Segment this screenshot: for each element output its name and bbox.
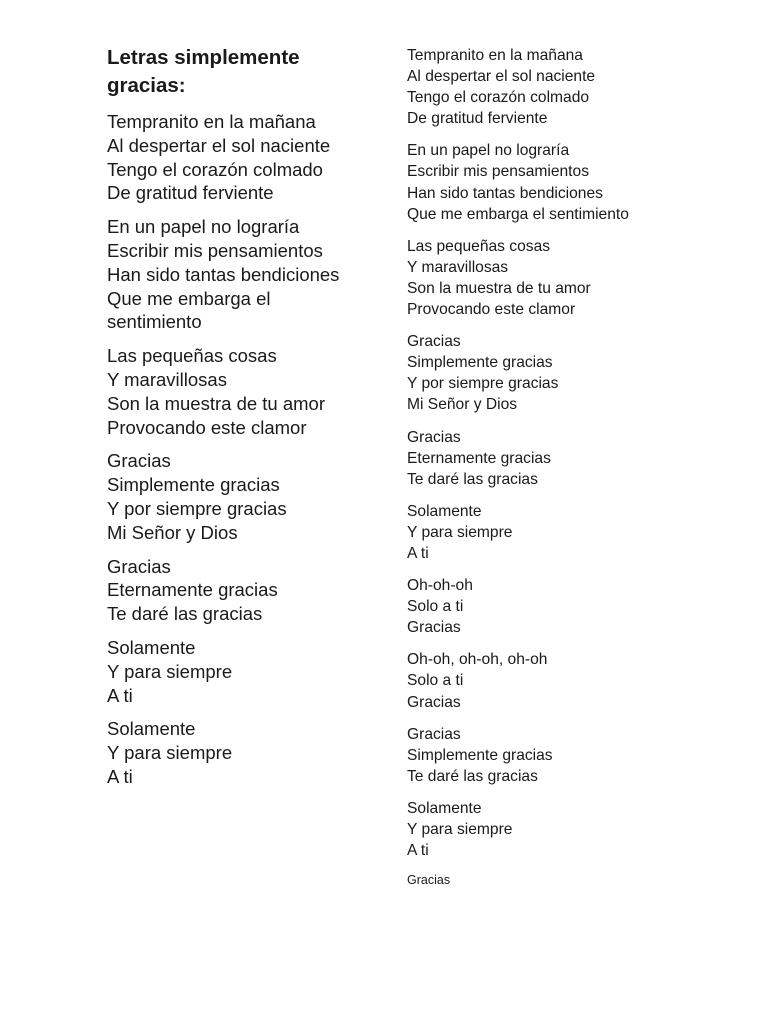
lyric-line: Solamente [407, 502, 482, 520]
right-stanza [407, 649, 747, 712]
left-lyrics [107, 110, 377, 789]
lyric-line: Tempranito en la mañana [407, 47, 583, 64]
lyric-line: De gratitud ferviente [407, 110, 548, 128]
closing-line: Gracias [407, 873, 451, 888]
lyric-line: Gracias [407, 333, 461, 351]
lyric-line: Te daré las gracias [107, 603, 263, 625]
lyric-line: Las pequeñas cosas [107, 345, 277, 367]
lyric-line: Escribir mis pensamientos [407, 163, 589, 181]
lyric-line: Han sido tantas bendiciones [107, 263, 340, 285]
lyric-line: Solo a ti [407, 672, 464, 690]
right-stanza [407, 45, 747, 129]
lyric-line: A ti [407, 842, 429, 860]
right-stanza [407, 331, 747, 415]
lyric-line: Y por siempre gracias [407, 375, 559, 393]
lyric-line: Y maravillosas [107, 368, 227, 390]
lyric-line: Te daré las gracias [407, 470, 538, 488]
lyric-line: Oh-oh, oh-oh, oh-oh [407, 651, 548, 669]
lyric-line: En un papel no lograría [407, 142, 570, 160]
lyric-line: Al despertar el sol naciente [107, 134, 331, 156]
lyric-line: Oh-oh-oh [407, 577, 473, 595]
lyric-line: Simplemente gracias [407, 354, 553, 372]
lyric-line: sentimiento [107, 311, 202, 333]
lyric-line: Y para siempre [407, 523, 513, 541]
right-stanza [407, 140, 747, 224]
lyric-line: Y para siempre [107, 742, 233, 764]
lyric-line: A ti [107, 684, 133, 706]
right-stanza [407, 575, 747, 638]
lyric-line: Provocando este clamor [407, 301, 576, 319]
lyric-line: Y por siempre gracias [107, 497, 287, 519]
lyric-line: Son la muestra de tu amor [407, 279, 591, 297]
left-column [107, 44, 377, 799]
lyric-line: Escribir mis pensamientos [107, 239, 323, 261]
lyric-line: Solo a ti [407, 598, 464, 616]
left-stanza [107, 449, 377, 544]
right-stanza [407, 724, 747, 787]
lyric-line: Gracias [407, 693, 461, 711]
left-stanza [107, 215, 377, 334]
lyric-line: Solamente [107, 636, 196, 658]
right-column [407, 45, 747, 888]
lyric-line: Las pequeñas cosas [407, 237, 551, 255]
lyric-line: Tempranito en la mañana [107, 111, 316, 132]
lyric-line: Tengo el corazón colmado [407, 89, 590, 107]
right-stanza [407, 798, 747, 861]
lyric-line: En un papel no lograría [107, 216, 300, 238]
lyric-line: Son la muestra de tu amor [107, 392, 325, 414]
right-stanza [407, 501, 747, 564]
right-stanza [407, 427, 747, 490]
left-stanza [107, 344, 377, 439]
lyric-line: Y maravillosas [407, 258, 509, 276]
lyric-line: Que me embarga el sentimiento [407, 205, 629, 223]
lyric-line: Gracias [407, 619, 461, 637]
lyric-line: Gracias [107, 555, 171, 577]
lyric-line: A ti [107, 765, 133, 787]
lyric-line: Mi Señor y Dios [107, 521, 238, 543]
left-stanza [107, 636, 377, 707]
lyric-line: Solamente [107, 718, 196, 740]
lyric-line: Tengo el corazón colmado [107, 158, 323, 180]
lyric-line: Y para siempre [107, 660, 233, 682]
lyric-line: Mi Señor y Dios [407, 396, 518, 414]
lyric-line: Gracias [407, 428, 461, 446]
lyric-line: Solamente [407, 799, 482, 817]
lyric-line: Eternamente gracias [107, 579, 278, 601]
left-stanza [107, 555, 377, 626]
lyric-line: A ti [407, 544, 429, 562]
lyric-line: Simplemente gracias [407, 746, 553, 764]
lyric-line: Y para siempre [407, 821, 513, 838]
page-title: Letras simplemente gracias: [107, 46, 300, 97]
lyric-line: Gracias [107, 450, 171, 472]
lyric-line: Al despertar el sol naciente [407, 68, 596, 86]
lyric-line: Han sido tantas bendiciones [407, 184, 603, 202]
lyric-line: Simplemente gracias [107, 474, 280, 496]
lyric-line: Que me embarga el [107, 287, 271, 309]
lyric-line: De gratitud ferviente [107, 182, 274, 204]
lyric-line: Gracias [407, 725, 461, 743]
right-stanza [407, 236, 747, 320]
lyric-line: Eternamente gracias [407, 449, 551, 467]
right-lyrics [407, 45, 747, 861]
left-stanza [107, 717, 377, 788]
lyric-line: Te daré las gracias [407, 767, 538, 785]
lyric-line: Provocando este clamor [107, 416, 307, 438]
left-stanza [107, 110, 377, 205]
